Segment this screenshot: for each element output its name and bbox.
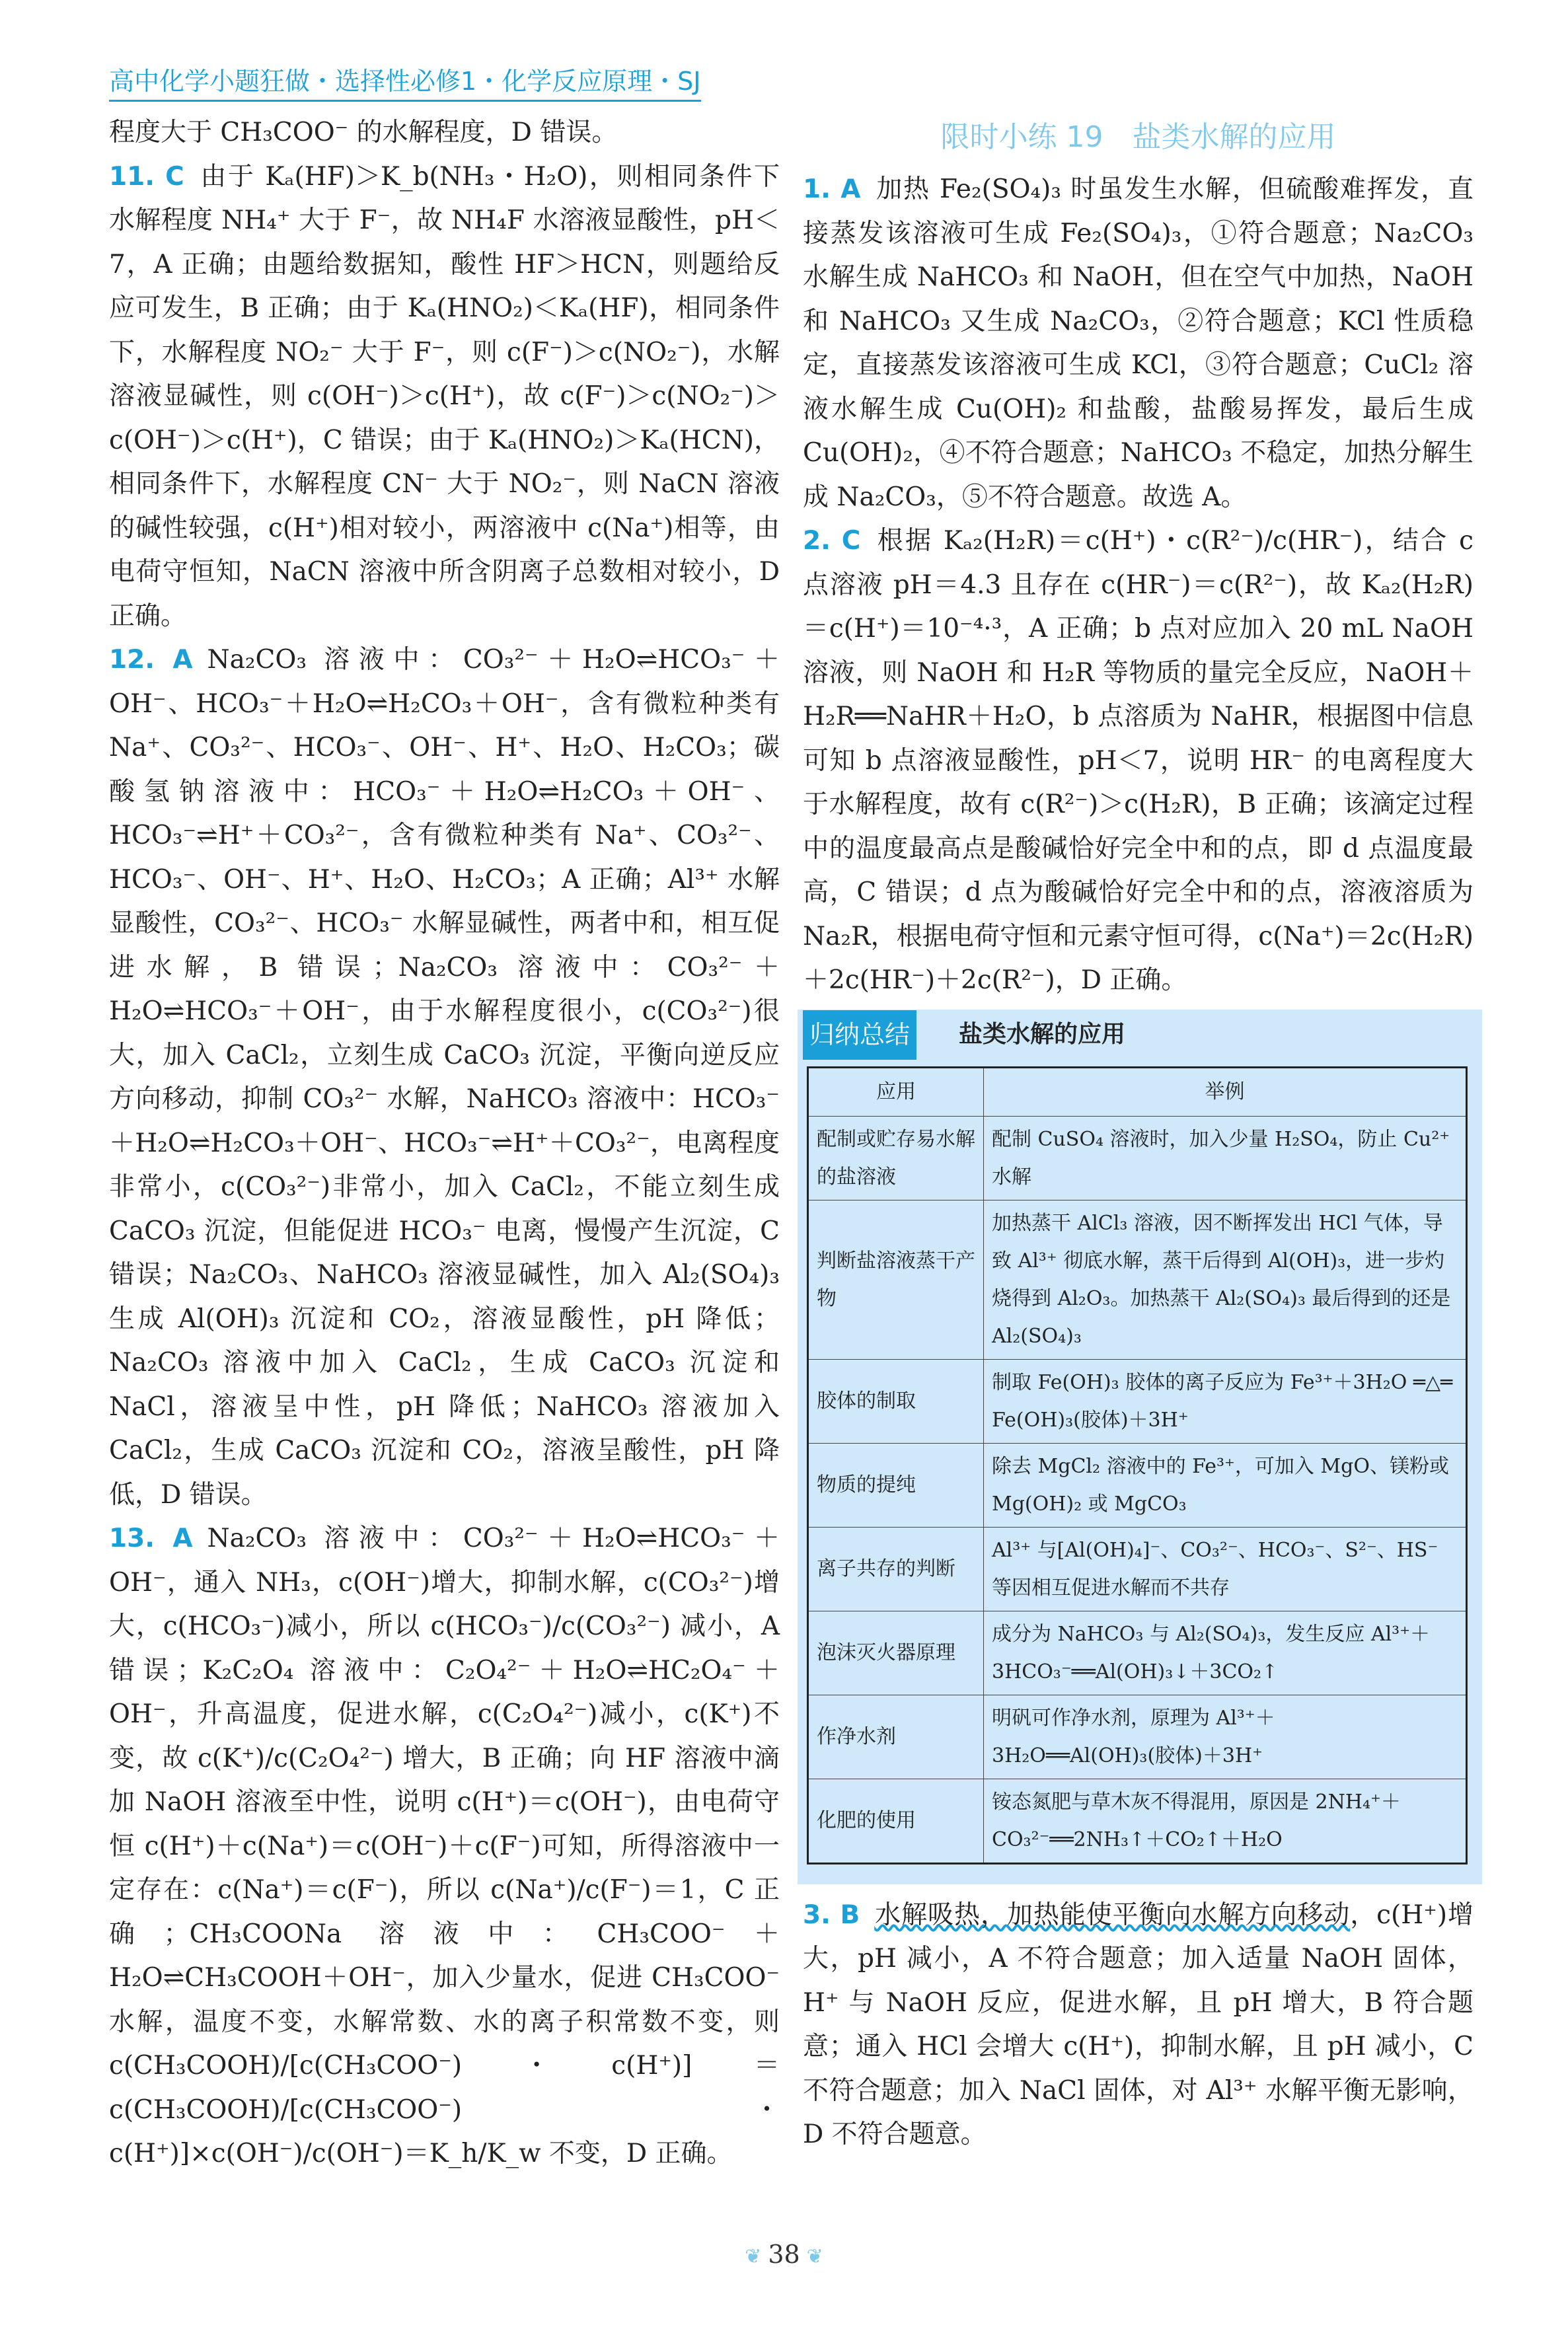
table-row — [808, 1779, 1467, 1863]
left-column — [109, 111, 780, 2176]
cell-example: 加热蒸干 AlCl₃ 溶液，因不断挥发出 HCl 气体，导致 Al³⁺ 彻底水解，蒸干后得到 Al(OH)₃，进一步灼烧得到 Al₂O₃。加热蒸干 Al₂(SO₄)₃ 最后得到的还是 Al₂(SO₄)₃ — [984, 1200, 1467, 1359]
answer-12 — [109, 638, 780, 1517]
answer-2 — [803, 519, 1474, 1003]
cell-application: 物质的提纯 — [808, 1443, 984, 1527]
summary-table — [807, 1066, 1468, 1864]
table-row — [808, 1200, 1467, 1359]
cell-application: 化肥的使用 — [808, 1779, 984, 1863]
section-title: 限时小练 19 盐类水解的应用 — [940, 120, 1336, 154]
answer-number: 3. B — [803, 1900, 860, 1930]
summary-title: 盐类水解的应用 — [959, 1021, 1126, 1049]
summary-box — [798, 1010, 1482, 1884]
answer-text: 由于 Kₐ(HF)＞K_b(NH₃・H₂O)，则相同条件下水解程度 NH₄⁺ 大于 F⁻，故 NH₄F 水溶液显酸性，pH＜7，A 正确；由题给数据知，酸性 HF＞HCN，则题给反应可发生，B 正确；由于 Kₐ(HNO₂)＜Kₐ(HF)，相同条件下，水解程度 NO₂⁻ 大于 F⁻，则 c(F⁻)＞c(NO₂⁻)，水解溶液显碱性，则 c(OH⁻)＞c(H⁺)，故 c(F⁻)＞c(NO₂⁻)＞c(OH⁻)＞c(H⁺)，C 错误；由于 Kₐ(HNO₂)＞Kₐ(HCN)，相同条件下，水解程度 CN⁻ 大于 NO₂⁻，则 NaCN 溶液的碱性较强，c(H⁺)相对较小，两溶液中 c(Na⁺)相等，由电荷守恒知，NaCN 溶液中所含阴离子总数相对较小，D 正确。 — [109, 161, 780, 631]
table-row — [808, 1695, 1467, 1779]
answer-number: 1. A — [803, 174, 861, 204]
answer-number: 12. A — [109, 645, 193, 675]
cell-example: 除去 MgCl₂ 溶液中的 Fe³⁺，可加入 MgO、镁粉或 Mg(OH)₂ 或 MgCO₃ — [984, 1443, 1467, 1527]
lead-text: 程度大于 CH₃COO⁻ 的水解程度，D 错误。 — [109, 118, 618, 147]
answer-text: Na₂CO₃ 溶液中：CO₃²⁻＋H₂O⇌HCO₃⁻＋OH⁻、HCO₃⁻＋H₂O⇌H₂CO₃＋OH⁻，含有微粒种类有 Na⁺、CO₃²⁻、HCO₃⁻、OH⁻、H⁺、H₂O、H₂CO₃；碳酸氢钠溶液中：HCO₃⁻＋H₂O⇌H₂CO₃＋OH⁻、HCO₃⁻⇌H⁺＋CO₃²⁻，含有微粒种类有 Na⁺、CO₃²⁻、HCO₃⁻、OH⁻、H⁺、H₂O、H₂CO₃；A 正确；Al³⁺ 水解显酸性，CO₃²⁻、HCO₃⁻ 水解显碱性，两者中和，相互促进水解，B 错误；Na₂CO₃ 溶液中：CO₃²⁻＋H₂O⇌HCO₃⁻＋OH⁻，由于水解程度很小，c(CO₃²⁻)很大，加入 CaCl₂，立刻生成 CaCO₃ 沉淀，平衡向逆反应方向移动，抑制 CO₃²⁻ 水解，NaHCO₃ 溶液中：HCO₃⁻＋H₂O⇌H₂CO₃＋OH⁻、HCO₃⁻⇌H⁺＋CO₃²⁻，电离程度非常小，c(CO₃²⁻)非常小，加入 CaCl₂，不能立刻生成 CaCO₃ 沉淀，但能促进 HCO₃⁻ 电离，慢慢产生沉淀，C 错误；Na₂CO₃、NaHCO₃ 溶液显碱性，加入 Al₂(SO₄)₃ 生成 Al(OH)₃ 沉淀和 CO₂，溶液显酸性，pH 降低；Na₂CO₃ 溶液中加入 CaCl₂，生成 CaCO₃ 沉淀和 NaCl，溶液呈中性，pH 降低；NaHCO₃ 溶液加入 CaCl₂，生成 CaCO₃ 沉淀和 CO₂，溶液呈酸性，pH 降低，D 错误。 — [109, 645, 780, 1510]
answer-13 — [109, 1517, 780, 2176]
column-header: 应用 — [808, 1067, 984, 1116]
table-row — [808, 1443, 1467, 1527]
page-number: 38 — [768, 2240, 800, 2269]
cell-application: 作净水剂 — [808, 1695, 984, 1779]
cell-application: 离子共存的判断 — [808, 1527, 984, 1611]
answer-number: 11. C — [109, 161, 184, 192]
cell-example: 配制 CuSO₄ 溶液时，加入少量 H₂SO₄，防止 Cu²⁺ 水解 — [984, 1116, 1467, 1200]
table-row — [808, 1116, 1467, 1200]
table-row — [808, 1527, 1467, 1611]
cell-application: 判断盐溶液蒸干产物 — [808, 1200, 984, 1359]
answer-3 — [803, 1894, 1474, 2157]
column-header: 举例 — [984, 1067, 1467, 1116]
cell-application: 配制或贮存易水解的盐溶液 — [808, 1116, 984, 1200]
answer-text: Na₂CO₃ 溶液中：CO₃²⁻＋H₂O⇌HCO₃⁻＋OH⁻，通入 NH₃，c(OH⁻)增大，抑制水解，c(CO₃²⁻)增大，c(HCO₃⁻)减小，所以 c(HCO₃⁻)/c(CO₃²⁻) 减小，A 错误；K₂C₂O₄ 溶液中：C₂O₄²⁻＋H₂O⇌HC₂O₄⁻＋OH⁻，升高温度，促进水解，c(C₂O₄²⁻)减小，c(K⁺)不变，故 c(K⁺)/c(C₂O₄²⁻) 增大，B 正确；向 HF 溶液中滴加 NaOH 溶液至中性，说明 c(H⁺)＝c(OH⁻)，由电荷守恒 c(H⁺)＋c(Na⁺)＝c(OH⁻)＋c(F⁻)可知，所得溶液中一定存在：c(Na⁺)＝c(F⁻)，所以 c(Na⁺)/c(F⁻)＝1，C 正确；CH₃COONa 溶液中：CH₃COO⁻＋H₂O⇌CH₃COOH＋OH⁻，加入少量水，促进 CH₃COO⁻ 水解，温度不变，水解常数、水的离子积常数不变，则 c(CH₃COOH)/[c(CH₃COO⁻)・c(H⁺)]＝c(CH₃COOH)/[c(CH₃COO⁻)・c(H⁺)]×c(OH⁻)/c(OH⁻)＝K_h/K_w 不变，D 正确。 — [109, 1524, 780, 2168]
underlined-text: 水解吸热，加热能使平衡向水解方向移动 — [874, 1900, 1351, 1930]
answer-text: ，c(H⁺)增大，pH 减小，A 不符合题意；加入适量 NaOH 固体，H⁺ 与 NaOH 反应，促进水解，且 pH 增大，B 符合题意；通入 HCl 会增大 c(H⁺)，抑制水解，且 pH 减小，C 不符合题意；加入 NaCl 固体，对 Al³⁺ 水解平衡无影响，D 不符合题意。 — [803, 1900, 1474, 2149]
cell-application: 泡沫灭火器原理 — [808, 1611, 984, 1695]
answer-text: 根据 Kₐ₂(H₂R)＝c(H⁺)・c(R²⁻)/c(HR⁻)，结合 c 点溶液 pH＝4.3 且存在 c(HR⁻)＝c(R²⁻)，故 Kₐ₂(H₂R)＝c(H⁺)＝10⁻⁴·³，A 正确；b 点对应加入 20 mL NaOH 溶液，则 NaOH 和 H₂R 等物质的量完全反应，NaOH＋H₂R══NaHR＋H₂O，b 点溶质为 NaHR，根据图中信息可知 b 点溶液显酸性，pH＜7，说明 HR⁻ 的电离程度大于水解程度，故有 c(R²⁻)＞c(H₂R)，B 正确；该滴定过程中的温度最高点是酸碱恰好完全中和的点，即 d 点温度最高，C 错误；d 点为酸碱恰好完全中和的点，溶液溶质为 Na₂R，根据电荷守恒和元素守恒可得，c(Na⁺)＝2c(H₂R)＋2c(HR⁻)＋2c(R²⁻)，D 正确。 — [803, 526, 1474, 995]
answer-text: 加热 Fe₂(SO₄)₃ 时虽发生水解，但硫酸难挥发，直接蒸发该溶液可生成 Fe₂(SO₄)₃，①符合题意；Na₂CO₃ 水解生成 NaHCO₃ 和 NaOH，但在空气中加热，NaOH 和 NaHCO₃ 又生成 Na₂CO₃，②符合题意；KCl 性质稳定，直接蒸发该溶液可生成 KCl，③符合题意；CuCl₂ 溶液水解生成 Cu(OH)₂ 和盐酸，盐酸易挥发，最后生成 Cu(OH)₂，④不符合题意；NaHCO₃ 不稳定，加热分解生成 Na₂CO₃，⑤不符合题意。故选 A。 — [803, 174, 1474, 512]
cell-example: Al³⁺ 与[Al(OH)₄]⁻、CO₃²⁻、HCO₃⁻、S²⁻、HS⁻ 等因相互促进水解而不共存 — [984, 1527, 1467, 1611]
answer-11 — [109, 155, 780, 639]
cell-example: 成分为 NaHCO₃ 与 Al₂(SO₄)₃，发生反应 Al³⁺＋3HCO₃⁻══Al(OH)₃↓＋3CO₂↑ — [984, 1611, 1467, 1695]
cell-example: 制取 Fe(OH)₃ 胶体的离子反应为 Fe³⁺＋3H₂O ═△═ Fe(OH)₃(胶体)＋3H⁺ — [984, 1359, 1467, 1443]
answer-number: 13. A — [109, 1524, 193, 1553]
summary-tag: 归纳总结 — [803, 1010, 916, 1060]
leaf-ornament-icon: ❦ — [745, 2245, 762, 2268]
table-row — [808, 1611, 1467, 1695]
answer-1 — [803, 168, 1474, 519]
running-header: 高中化学小题狂做・选择性必修1・化学反应原理・SJ — [109, 61, 701, 102]
cell-example: 明矾可作净水剂，原理为 Al³⁺＋3H₂O══Al(OH)₃(胶体)＋3H⁺ — [984, 1695, 1467, 1779]
answer-number: 2. C — [803, 526, 861, 556]
cell-application: 胶体的制取 — [808, 1359, 984, 1443]
cell-example: 铵态氮肥与草木灰不得混用，原因是 2NH₄⁺＋CO₃²⁻══2NH₃↑＋CO₂↑＋H₂O — [984, 1779, 1467, 1863]
right-column — [803, 111, 1474, 2157]
table-row — [808, 1359, 1467, 1443]
page-footer — [0, 2240, 1568, 2269]
leaf-ornament-icon: ❦ — [806, 2245, 823, 2268]
